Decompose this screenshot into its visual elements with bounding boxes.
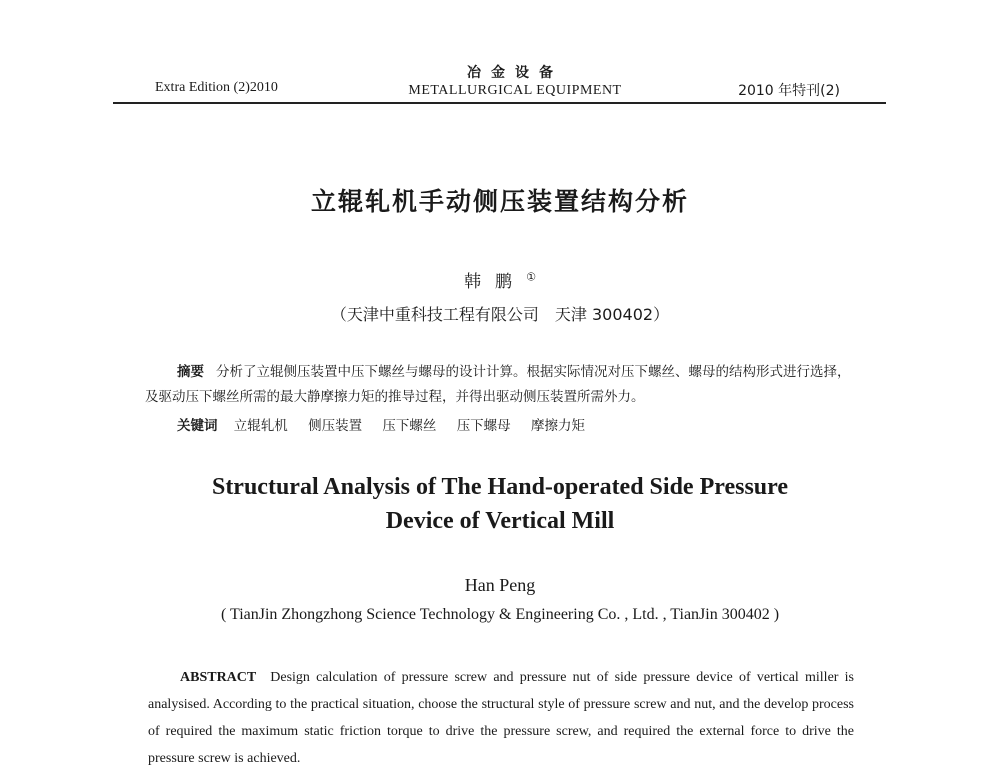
abstract-en-label: ABSTRACT	[180, 670, 257, 685]
author-cn-name: 韩鹏	[464, 272, 527, 292]
title-en-line1: Structural Analysis of The Hand-operated Side Pressure	[211, 474, 789, 500]
author-cn	[0, 267, 1000, 292]
title-en-line2: Device of Vertical Mill	[385, 508, 615, 534]
keyword: 压下螺母	[456, 418, 511, 434]
abstract-cn-text: 分析了立辊侧压装置中压下螺丝与螺母的设计计算。根据实际情况对压下螺丝、螺母的结构形式进行选择，及驱动压下螺丝所需的最大静摩擦力矩的推导过程，并得出驱动侧压装置所需外力。	[145, 364, 851, 405]
affiliation-cn: （天津中重科技工程有限公司 天津 300402）	[330, 305, 670, 324]
keywords-cn-label: 关键词	[177, 418, 218, 434]
title-cn: 立辊轧机手动侧压装置结构分析	[310, 187, 689, 216]
header-edition-en: Extra Edition (2)2010	[155, 80, 278, 95]
keywords-cn	[177, 414, 601, 434]
header-journal-en: METALLURGICAL EQUIPMENT	[408, 83, 622, 98]
abstract-cn-label: 摘要	[177, 364, 204, 380]
author-en: Han Peng	[464, 575, 536, 595]
header-rule	[113, 102, 886, 104]
header-journal-cn: 冶金设备	[467, 65, 563, 81]
author-footnote-mark: ①	[526, 270, 536, 284]
abstract-en	[148, 664, 854, 772]
header-edition-cn: 2010 年特刊(2)	[738, 83, 840, 99]
keyword: 摩擦力矩	[530, 418, 585, 434]
affiliation-en: ( TianJin Zhongzhong Science Technology & Engineering Co. , Ltd. , TianJin 300402 )	[220, 606, 780, 623]
abstract-en-text: Design calculation of pressure screw and pressure nut of side pressure device of vertical miller is analysised. According to the practical situation, choose the structural style of pressure screw and nut, and the develop process of required the maximum static friction torque to drive the pressure screw, and required the external force to drive the pressure screw is achieved.	[148, 670, 854, 766]
keyword: 压下螺丝	[382, 418, 437, 434]
keyword: 立辊轧机	[233, 418, 288, 434]
abstract-cn	[145, 360, 860, 410]
header-journal	[400, 62, 630, 99]
title-en	[0, 470, 1000, 538]
keyword: 侧压装置	[308, 418, 363, 434]
